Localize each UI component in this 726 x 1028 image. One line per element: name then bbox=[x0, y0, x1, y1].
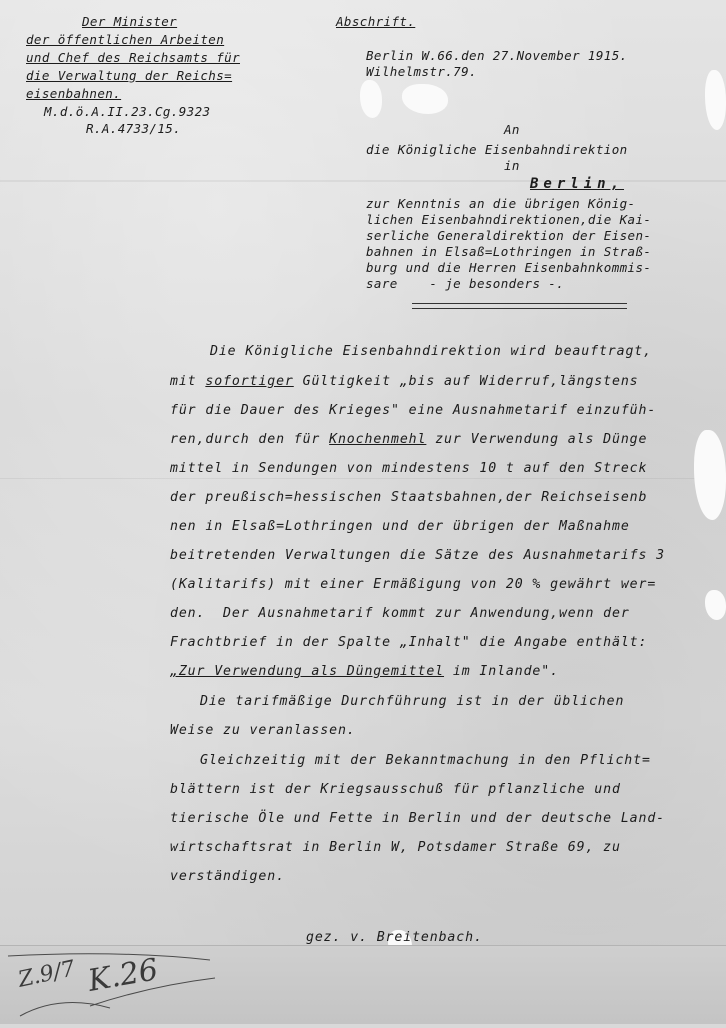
pencil-note: K.26 bbox=[85, 952, 161, 999]
body-line: mit sofortiger Gültigkeit „bis auf Widerruf,längstens bbox=[170, 374, 639, 389]
distribution-line: zur Kenntnis an die übrigen König- bbox=[366, 196, 636, 211]
body-line: der preußisch=hessischen Staatsbahnen,der Reichseisenb bbox=[170, 490, 648, 505]
body-line: verständigen. bbox=[170, 869, 285, 884]
body-line: nen in Elsaß=Lothringen und der übrigen der Maßnahme bbox=[170, 519, 630, 534]
folded-bottom-edge bbox=[0, 945, 726, 1024]
distribution-line: burg und die Herren Eisenbahnkommis- bbox=[366, 260, 652, 275]
recipient-in: in bbox=[504, 158, 520, 173]
address: Wilhelmstr.79. bbox=[366, 64, 477, 79]
paper-crease bbox=[0, 478, 726, 479]
place-date: Berlin W.66.den 27.November 1915. bbox=[366, 48, 628, 63]
body-line: ren,durch den für Knochenmehl zur Verwendung als Dünge bbox=[170, 432, 648, 447]
body-line: Gleichzeitig mit der Bekanntmachung in den Pflicht= bbox=[200, 753, 651, 768]
paper-damage bbox=[705, 590, 726, 620]
paper-damage bbox=[402, 84, 448, 114]
body-line: Die tarifmäßige Durchführung ist in der üblichen bbox=[200, 694, 625, 709]
copy-label: Abschrift. bbox=[336, 14, 416, 29]
paper-damage bbox=[360, 80, 382, 118]
body-line: tierische Öle und Fette in Berlin und der deutsche Land- bbox=[170, 811, 666, 826]
letterhead-line: der öffentlichen Arbeiten bbox=[26, 32, 225, 47]
distribution-line: serliche Generaldirektion der Eisen- bbox=[366, 228, 652, 243]
letterhead-line: die Verwaltung der Reichs= bbox=[26, 68, 233, 83]
distribution-line: lichen Eisenbahndirektionen,die Kai- bbox=[366, 212, 652, 227]
body-line: mittel in Sendungen von mindestens 10 t auf den Streck bbox=[170, 461, 648, 476]
distribution-line: sare - je besonders -. bbox=[366, 276, 565, 291]
body-line: den. Der Ausnahmetarif kommt zur Anwendung,wenn der bbox=[170, 606, 630, 621]
reference-number: R.A.4733/15. bbox=[86, 121, 182, 136]
letterhead-line: eisenbahnen. bbox=[26, 86, 122, 101]
body-line: beitretenden Verwaltungen die Sätze des Ausnahmetarifs 3 bbox=[170, 548, 666, 563]
body-line: blättern ist der Kriegsausschuß für pflanzliche und bbox=[170, 782, 621, 797]
distribution-line: bahnen in Elsaß=Lothringen in Straß- bbox=[366, 244, 652, 259]
body-line: für die Dauer des Krieges" eine Ausnahmetarif einzufüh- bbox=[170, 403, 657, 418]
recipient-name: die Königliche Eisenbahndirektion bbox=[366, 142, 628, 157]
body-line: Die Königliche Eisenbahndirektion wird beauftragt, bbox=[210, 344, 652, 359]
letterhead-line: und Chef des Reichsamts für bbox=[26, 50, 240, 65]
paper-damage bbox=[694, 430, 726, 520]
recipient-an: An bbox=[504, 122, 520, 137]
paper-damage bbox=[705, 70, 726, 130]
signature: gez. v. Breitenbach. bbox=[306, 930, 483, 945]
body-line: wirtschaftsrat in Berlin W, Potsdamer Straße 69, zu bbox=[170, 840, 621, 855]
separator-rule bbox=[412, 303, 627, 309]
body-line: „Zur Verwendung als Düngemittel im Inlande". bbox=[170, 664, 559, 679]
pencil-note: Z.9/7 bbox=[16, 956, 78, 993]
body-line: (Kalitarifs) mit einer Ermäßigung von 20 % gewährt wer= bbox=[170, 577, 657, 592]
body-line: Weise zu veranlassen. bbox=[170, 723, 356, 738]
recipient-city: Berlin, bbox=[530, 176, 625, 192]
letterhead-line: Der Minister bbox=[82, 14, 178, 29]
body-line: Frachtbrief in der Spalte „Inhalt" die Angabe enthält: bbox=[170, 635, 648, 650]
reference-number: M.d.ö.A.II.23.Cg.9323 bbox=[44, 104, 211, 119]
